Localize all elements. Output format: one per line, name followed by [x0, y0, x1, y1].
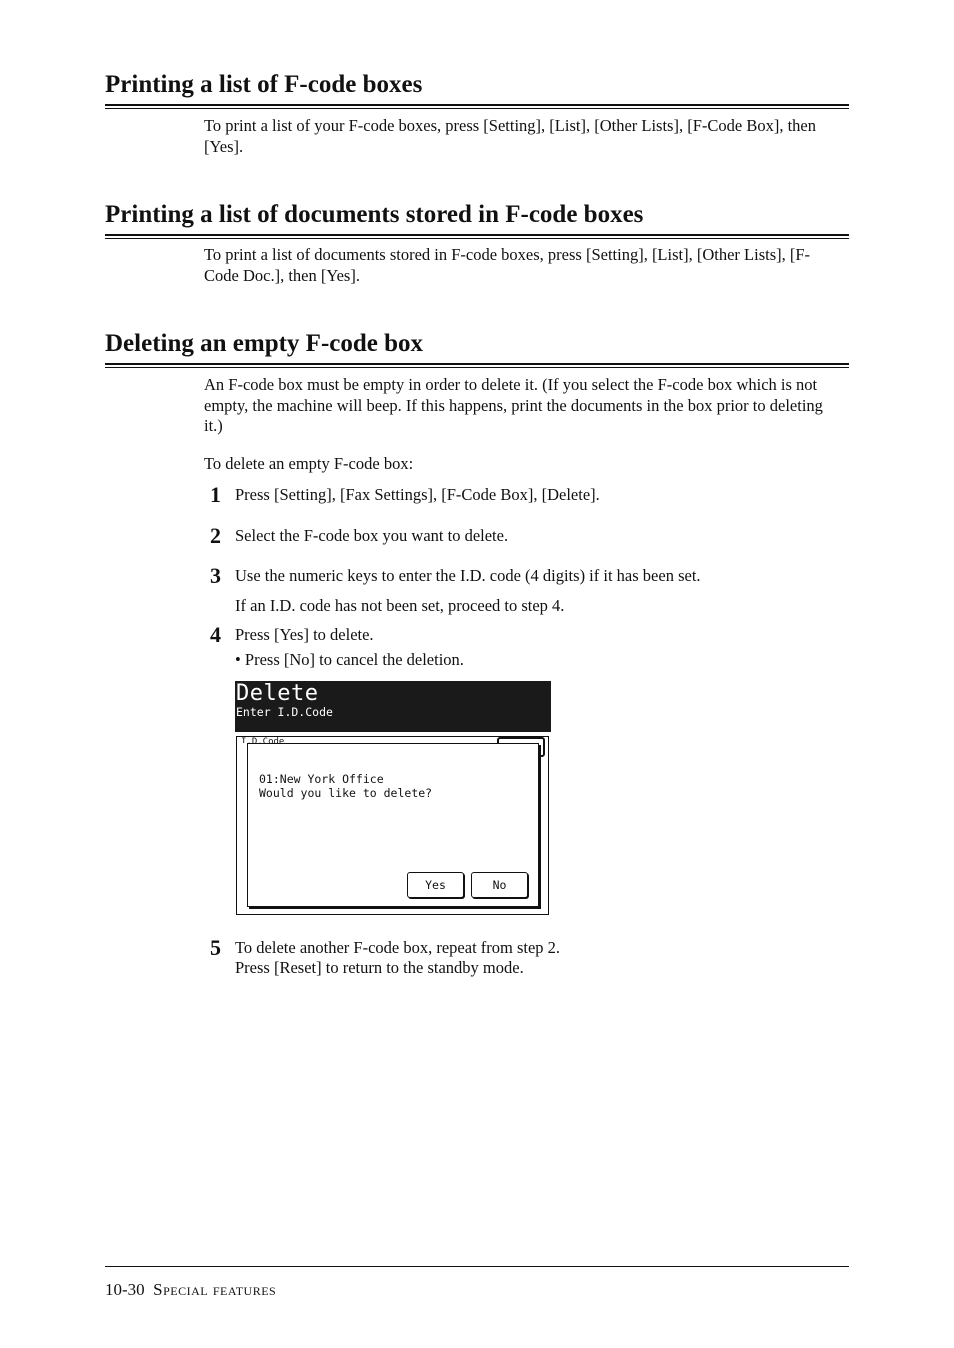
confirm-dialog	[247, 743, 539, 907]
step-text: Select the F-code box you want to delete.	[235, 526, 509, 545]
heading-rule	[105, 367, 849, 368]
step-text: Use the numeric keys to enter the I.D. code (4 digits) if it has been set.	[235, 566, 701, 585]
lcd-screen	[235, 681, 551, 917]
step-text: To delete another F-code box, repeat from step 2.	[235, 938, 561, 957]
chapter-title: Special features	[153, 1280, 277, 1299]
lcd-subtitle: Enter I.D.Code	[236, 705, 333, 719]
step-number: 3	[210, 563, 221, 588]
heading-rule	[105, 234, 849, 236]
heading-rule	[105, 238, 849, 239]
step-number: 4	[210, 622, 221, 647]
dialog-question: Would you like to delete?	[259, 786, 433, 800]
heading-rule	[105, 363, 849, 365]
step-number: 5	[210, 935, 221, 960]
page-footer	[105, 1280, 276, 1300]
lcd-title: Delete	[236, 681, 319, 706]
dialog-box-name: 01:New York Office	[259, 772, 384, 786]
step-text: Press [Reset] to return to the standby mode.	[235, 958, 524, 977]
step-bullet: • Press [No] to cancel the deletion.	[235, 650, 464, 669]
id-code-field-label: I.D.Code	[241, 737, 285, 743]
page-number: 10-30	[105, 1280, 145, 1299]
heading-rule	[105, 108, 849, 109]
section-heading: Printing a list of documents stored in F-code boxes	[105, 201, 644, 228]
step-text: If an I.D. code has not been set, proceed to step 4.	[235, 596, 565, 615]
paragraph: An F-code box must be empty in order to delete it. (If you select the F-code box which is not empty, the machine will beep. If this happens, print the documents in the box prior to deleting it.)	[204, 375, 823, 435]
no-button[interactable]: No	[471, 872, 528, 898]
paragraph: To print a list of documents stored in F-code boxes, press [Setting], [List], [Other Lists], [F-Code Doc.], then [Yes].	[204, 245, 811, 285]
yes-button[interactable]: Yes	[407, 872, 464, 898]
footer-rule	[105, 1266, 849, 1267]
paragraph: To print a list of your F-code boxes, press [Setting], [List], [Other Lists], [F-Code Box], then [Yes].	[204, 116, 816, 156]
lcd-header	[235, 681, 551, 732]
step-number: 1	[210, 482, 221, 507]
paragraph: To delete an empty F-code box:	[204, 454, 414, 473]
section-heading: Deleting an empty F-code box	[105, 330, 424, 357]
heading-rule	[105, 104, 849, 106]
step-text: Press [Yes] to delete.	[235, 625, 374, 644]
section-heading: Printing a list of F-code boxes	[105, 71, 423, 98]
step-text: Press [Setting], [Fax Settings], [F-Code Box], [Delete].	[235, 485, 600, 504]
step-number: 2	[210, 523, 221, 548]
